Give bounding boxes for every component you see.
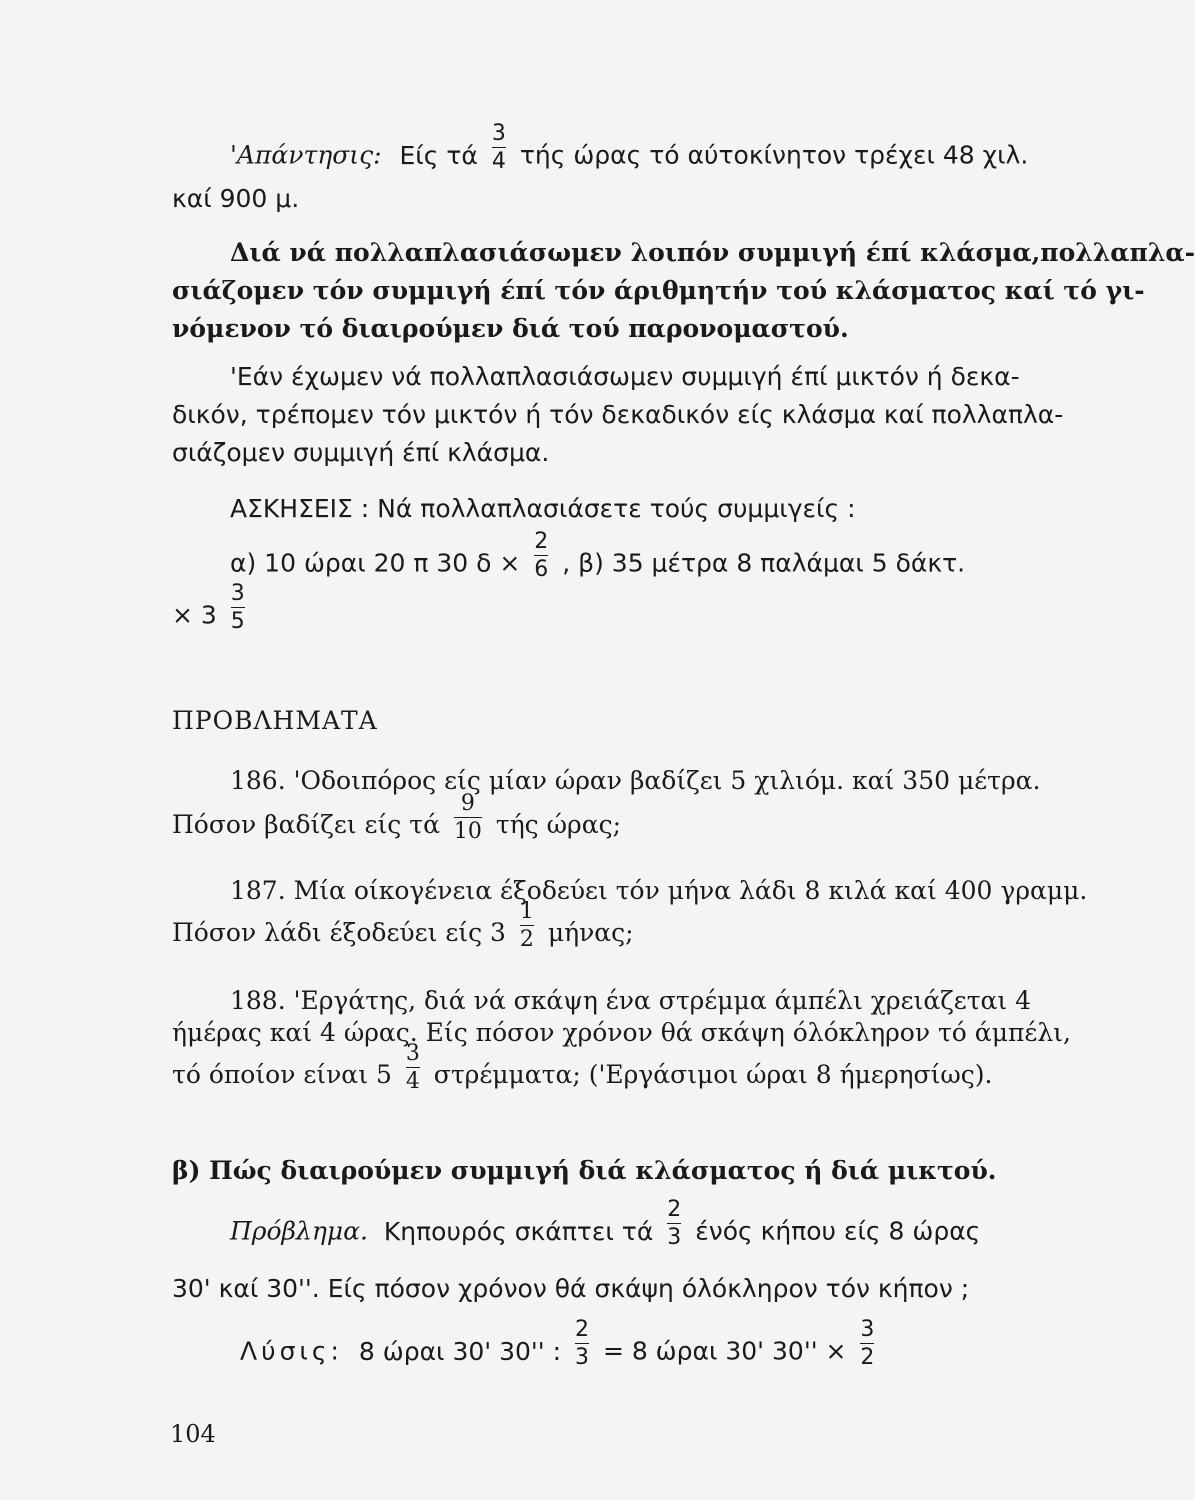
problem-188-line-1: 188. 'Εργάτης, διά νά σκάψη ένα στρέμμα άμπέλι χρειάζεται 4 (230, 986, 1032, 1015)
fraction: $\frac{2}{6}$ (534, 529, 549, 583)
fraction: $\frac{3}{4}$ (491, 121, 506, 175)
rule-line-3: νόμενον τό διαιρούμεν διά τού παρονομαστού. (172, 314, 849, 343)
section-b-heading: β) Πώς διαιρούμεν συμμιγή διά κλάσματος ή διά μικτού. (172, 1156, 997, 1185)
problem-186-line-1: 186. 'Οδοιπόρος είς μίαν ώραν βαδίζει 5 χιλιόμ. καί 350 μέτρα. (230, 766, 1041, 795)
answer-line: 'Απάντησις: Είς τά $\frac{3}{4}$ τής ώρας τό αύτοκίνητον τρέχει 48 χιλ. (230, 121, 1029, 175)
fraction: $\frac{3}{5}$ (230, 581, 245, 635)
paragraph-line-2: δικόν, τρέπομεν τόν μικτόν ή τόν δεκαδικόν είς κλάσμα καί πολλαπλα- (172, 400, 1064, 429)
problem-statement-line-1: Πρόβλημα. Κηπουρός σκάπτει τά $\frac{2}{3}$ ένός κήπου είς 8 ώρας (230, 1197, 981, 1251)
exercises-title: ΑΣΚΗΣΕΙΣ : Νά πολλαπλασιάσετε τούς συμμιγείς : (230, 494, 856, 523)
paragraph-line-1: 'Εάν έχωμεν νά πολλαπλασιάσωμεν συμμιγή έπί μικτόν ή δεκα- (230, 362, 1020, 391)
paragraph-line-3: σιάζομεν συμμιγή έπί κλάσμα. (172, 438, 550, 467)
problem-statement-line-2: 30' καί 30''. Είς πόσον χρόνον θά σκάψη όλόκληρον τόν κήπον ; (172, 1274, 970, 1303)
problem-187-line-1: 187. Μία οίκογένεια έξοδεύει τόν μήνα λάδι 8 κιλά καί 400 γραμμ. (230, 876, 1088, 905)
rule-line-2: σιάζομεν τόν συμμιγή έπί τόν άριθμητήν τού κλάσματος καί τό γι- (172, 276, 1145, 305)
problem-187-line-2: Πόσον λάδι έξοδεύει είς 3 $\frac{1}{2}$ μήνας; (172, 899, 634, 953)
fraction: $\frac{2}{3}$ (574, 1317, 589, 1371)
page-number: 104 (170, 1420, 216, 1448)
fraction: $\frac{3}{4}$ (405, 1041, 420, 1095)
solution-line: Λύσις: 8 ώραι 30' 30'' : $\frac{2}{3}$ = 8 ώραι 30' 30'' × $\frac{3}{2}$ (240, 1317, 875, 1371)
fraction: $\frac{9}{10}$ (453, 791, 482, 845)
fraction: $\frac{1}{2}$ (519, 899, 534, 953)
fraction: $\frac{2}{3}$ (667, 1197, 682, 1251)
problem-188-line-2: ήμέρας καί 4 ώρας. Είς πόσον χρόνον θά σκάψη όλόκληρον τό άμπέλι, (172, 1018, 1071, 1047)
exercise-a: α) 10 ώραι 20 π 30 δ × $\frac{2}{6}$ , β) 35 μέτρα 8 παλάμαι 5 δάκτ. (230, 529, 966, 583)
problem-186-line-2: Πόσον βαδίζει είς τά $\frac{9}{10}$ τής ώρας; (172, 791, 622, 845)
problem-188-line-3: τό όποίον είναι 5 $\frac{3}{4}$ στρέμματα; ('Εργάσιμοι ώραι 8 ήμερησίως). (172, 1041, 993, 1095)
fraction: $\frac{3}{2}$ (860, 1317, 875, 1371)
answer-line-cont: καί 900 μ. (172, 184, 300, 213)
exercise-b: × 3 $\frac{3}{5}$ (172, 581, 245, 635)
rule-line-1: Διά νά πολλαπλασιάσωμεν λοιπόν συμμιγή έπί κλάσμα,πολλαπλα- (230, 238, 1195, 267)
problems-heading: ΠΡΟΒΛΗΜΑΤΑ (172, 706, 378, 735)
